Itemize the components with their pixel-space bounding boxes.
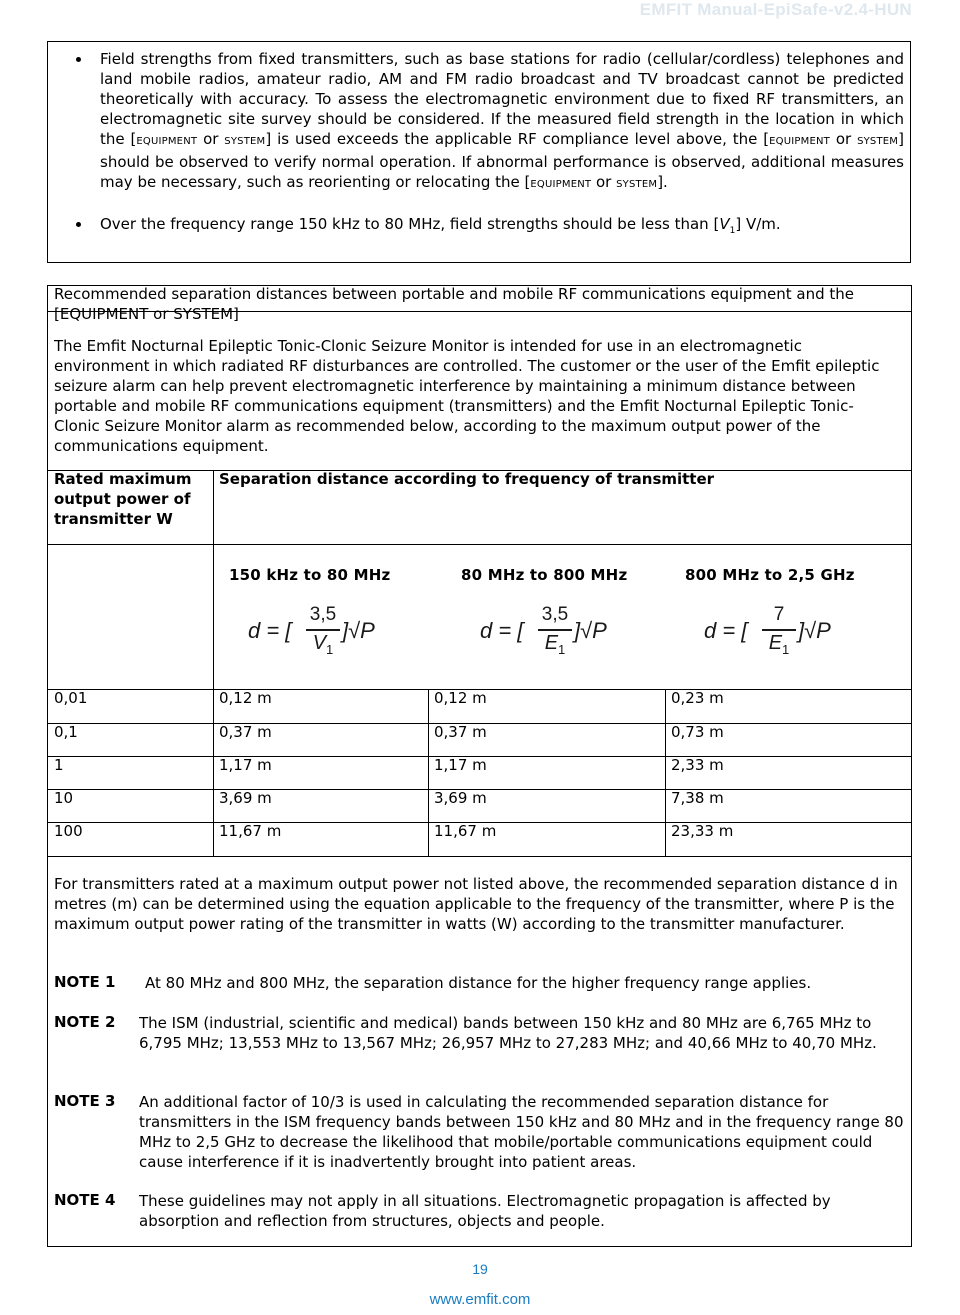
output-power-cell: 1 bbox=[54, 756, 64, 774]
note-text: The ISM (industrial, scientific and medical) bands between 150 kHz and 80 MHz are 6,765 MHz to 6,795 MHz; 13,553 MHz to 13,567 MHz; 26,957 MHz to 27,283 MHz; and 40,66 MHz to 40,70 MHz. bbox=[139, 1014, 877, 1052]
row-divider bbox=[48, 856, 911, 857]
column-divider bbox=[428, 689, 429, 856]
list-item: Over the frequency range 150 kHz to 80 MHz, field strengths should be less than $[V_1]$ V/m. bbox=[100, 214, 904, 241]
formula-cell bbox=[228, 566, 448, 666]
separation-distance-table bbox=[47, 285, 912, 1247]
output-power-cell: 0,1 bbox=[54, 723, 78, 741]
denominator-subscript: 1 bbox=[326, 642, 334, 657]
fraction-bar bbox=[306, 629, 340, 631]
note-label: NOTE 1 bbox=[54, 973, 116, 991]
output-power-cell: 10 bbox=[54, 789, 74, 807]
denominator-symbol: V bbox=[312, 632, 327, 654]
distance-cell: 11,67 m bbox=[219, 822, 282, 840]
note-text: At 80 MHz and 800 MHz, the separation distance for the higher frequency range applies. bbox=[145, 974, 812, 992]
page-number: 19 bbox=[472, 1261, 488, 1277]
bullet-icon bbox=[76, 222, 81, 227]
distance-cell: 0,23 m bbox=[671, 689, 724, 707]
output-power-cell: 100 bbox=[54, 822, 83, 840]
formula-lhs: d = [ bbox=[248, 618, 292, 643]
distance-cell: 0,12 m bbox=[434, 689, 487, 707]
note-label: NOTE 3 bbox=[54, 1092, 116, 1110]
table-intro: The Emfit Nocturnal Epileptic Tonic-Clonic Seizure Monitor is intended for use in an electromagnetic environment in which radiated RF disturbances are controlled. The customer or the user of the Emfit epileptic seizure alarm can help prevent electromagnetic interference by maintaining a minimum distance between portable and mobile RF communications equipment (transmitters) and the Emfit Nocturnal Epileptic Tonic-Clonic Seizure Monitor alarm as recommended below, according to the maximum output power of the communications equipment. bbox=[54, 337, 880, 455]
formula-cell bbox=[684, 566, 904, 666]
formula-rhs: ]√P bbox=[574, 618, 607, 643]
formula-rhs: ]√P bbox=[342, 618, 375, 643]
note-label: NOTE 4 bbox=[54, 1191, 116, 1209]
note-label: NOTE 2 bbox=[54, 1013, 116, 1031]
document-header-title: EMFIT Manual-EpiSafe-v2.4-HUN bbox=[639, 0, 912, 19]
bullet-list bbox=[48, 42, 910, 241]
fraction-bar bbox=[538, 629, 572, 631]
formula-cell bbox=[460, 566, 680, 666]
distance-cell: 11,67 m bbox=[434, 822, 497, 840]
table-footer-text: For transmitters rated at a maximum output power not listed above, the recommended separation distance d in metres (m) can be determined using the equation applicable to the frequency of the transmitter, where P is the maximum output power rating of the transmitter in watts (W) according to the transmitter manufacturer. bbox=[54, 875, 898, 933]
distance-cell: 3,69 m bbox=[434, 789, 487, 807]
website-link[interactable]: www.emfit.com bbox=[429, 1291, 531, 1308]
distance-cell: 7,38 m bbox=[671, 789, 724, 807]
distance-cell: 1,17 m bbox=[219, 756, 272, 774]
formula-denominator bbox=[762, 632, 796, 657]
formula-numerator: 7 bbox=[773, 604, 785, 625]
bullet-icon bbox=[76, 57, 81, 62]
denominator-subscript: 1 bbox=[782, 642, 790, 657]
frequency-range-label: 800 MHz to 2,5 GHz bbox=[685, 566, 855, 584]
formula-numerator: 3,5 bbox=[541, 604, 569, 625]
distance-cell: 23,33 m bbox=[671, 822, 734, 840]
formula-denominator bbox=[306, 632, 340, 657]
row-divider bbox=[48, 544, 911, 545]
distance-cell: 2,33 m bbox=[671, 756, 724, 774]
formula-numerator: 3,5 bbox=[309, 604, 337, 625]
distance-cell: 0,37 m bbox=[434, 723, 487, 741]
formula-lhs: d = [ bbox=[704, 618, 748, 643]
column-header-distance: Separation distance according to frequency of transmitter bbox=[219, 470, 715, 488]
distance-cell: 0,37 m bbox=[219, 723, 272, 741]
denominator-symbol: E bbox=[544, 632, 559, 654]
field-strength-notes-box bbox=[47, 41, 911, 263]
table-title: Recommended separation distances between portable and mobile RF communications equipment and the [EQUIPMENT or SYSTEM] bbox=[54, 285, 854, 323]
column-header-power: Rated maximum output power of transmitter W bbox=[54, 470, 192, 528]
frequency-range-label: 150 kHz to 80 MHz bbox=[229, 566, 391, 584]
distance-cell: 0,12 m bbox=[219, 689, 272, 707]
frequency-range-label: 80 MHz to 800 MHz bbox=[461, 566, 628, 584]
denominator-symbol: E bbox=[768, 632, 783, 654]
column-divider bbox=[213, 470, 214, 856]
formula-denominator bbox=[538, 632, 572, 657]
output-power-cell: 0,01 bbox=[54, 689, 88, 707]
fraction-bar bbox=[762, 629, 796, 631]
distance-cell: 1,17 m bbox=[434, 756, 487, 774]
list-item: Field strengths from fixed transmitters, such as base stations for radio (cellular/cordless) telephones and land mobile radios, amateur radio, AM and FM radio broadcast and TV broadcast cannot be predicted theoretically with accuracy. To assess the electromagnetic environment due to fixed RF transmitters, an electromagnetic site survey should be considered. If the measured field strength in the location in which the [EQUIPMENT or SYSTEM] is used exceeds the applicable RF compliance level above, the [EQUIPMENT or SYSTEM] should be observed to verify normal operation. If abnormal performance is observed, additional measures may be necessary, such as reorienting or relocating the [EQUIPMENT or SYSTEM]. bbox=[100, 49, 904, 195]
denominator-subscript: 1 bbox=[558, 642, 566, 657]
note-text: These guidelines may not apply in all situations. Electromagnetic propagation is affected by absorption and reflection from structures, objects and people. bbox=[139, 1192, 831, 1230]
note-text: An additional factor of 10/3 is used in calculating the recommended separation distance for transmitters in the ISM frequency bands between 150 kHz and 80 MHz and in the frequency range 80 MHz to 2,5 GHz to decrease the likelihood that mobile/portable communications equipment could cause interference if it is inadvertently brought into patient areas. bbox=[139, 1093, 904, 1171]
column-divider bbox=[665, 689, 666, 856]
distance-cell: 3,69 m bbox=[219, 789, 272, 807]
formula-lhs: d = [ bbox=[480, 618, 524, 643]
formula-rhs: ]√P bbox=[798, 618, 831, 643]
distance-cell: 0,73 m bbox=[671, 723, 724, 741]
